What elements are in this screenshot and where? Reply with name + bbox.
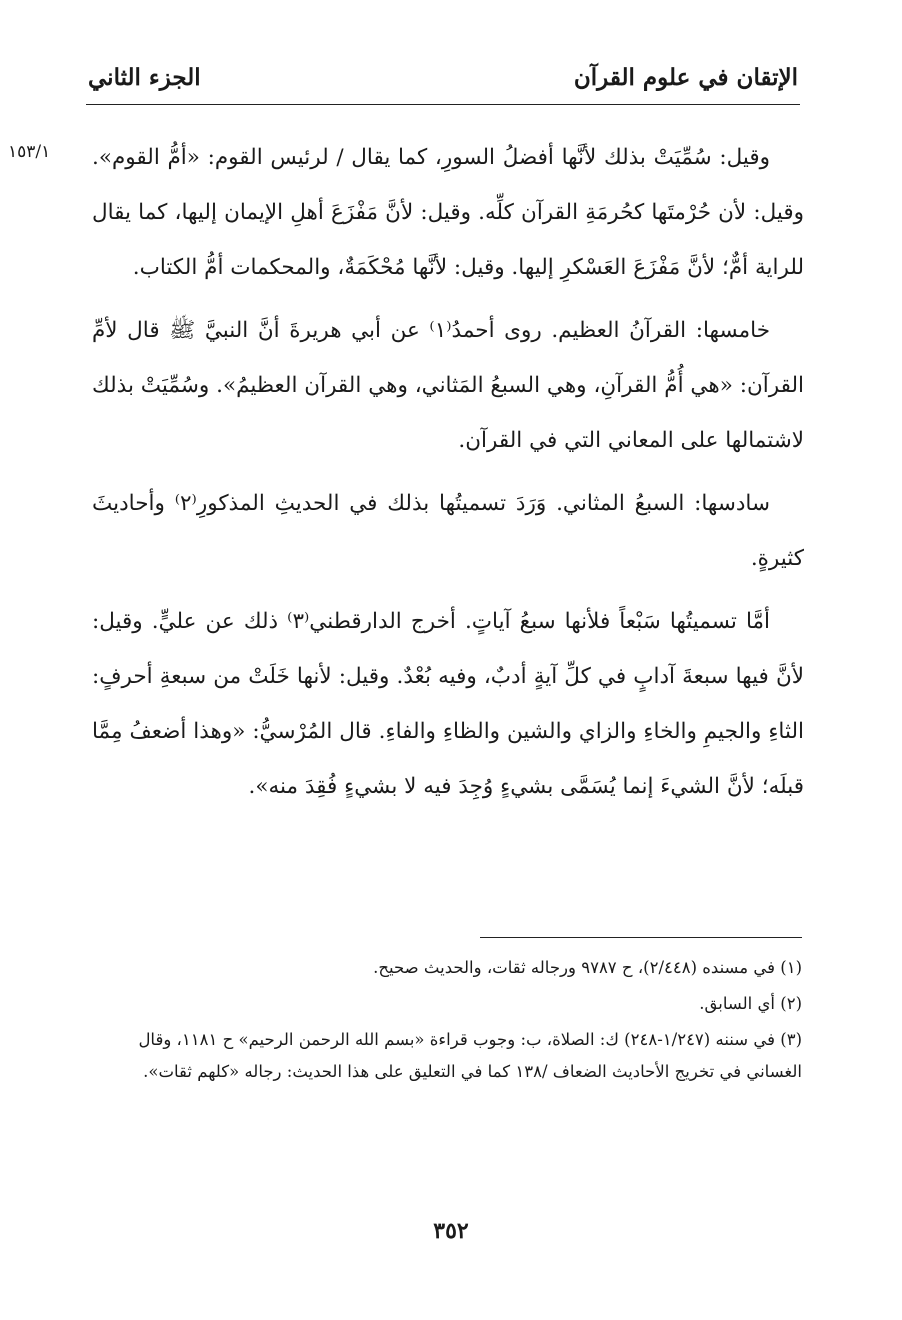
part-label: الجزء الثاني — [88, 64, 201, 91]
footnotes — [100, 952, 802, 1092]
paragraph-2-text: خامسها: القرآنُ العظيم. روى أحمدُ⁽١⁾ عن أبي هريرةَ أنَّ النبيَّ ﷺ قال لأمِّ القرآن: «هي أُمُّ القرآنِ، وهي السبعُ المَثاني، وهي القرآن العظيمُ». وسُمِّيَتْ بذلك لاشتمالها على المعاني التي في القرآن. — [92, 318, 804, 453]
paragraph-2 — [92, 303, 804, 468]
margin-reference: ١٥٣/١ — [8, 142, 51, 162]
page-number: ٣٥٢ — [433, 1218, 469, 1244]
footnote-divider — [480, 937, 802, 938]
book-title: الإتقان في علوم القرآن — [573, 64, 798, 91]
footnote-1: (١) في مسنده (٢/٤٤٨)، ح ٩٧٨٧ ورجاله ثقات، والحديث صحيح. — [373, 958, 802, 977]
paragraph-3-text: سادسها: السبعُ المثاني. وَرَدَ تسميتُها بذلك في الحديثِ المذكورِ⁽٢⁾ وأحاديثَ كثيرةٍ. — [92, 491, 804, 571]
paragraph-4 — [92, 594, 804, 814]
header-divider — [86, 104, 800, 105]
main-text — [92, 130, 804, 822]
footnote-3: (٣) في سننه (١/٢٤٧-٢٤٨) ك: الصلاة، ب: وجوب قراءة «بسم الله الرحمن الرحيم» ح ١١٨١، وقال الغساني في تخريج الأحاديث الضعاف /١٣٨ كما في التعليق على هذا الحديث: رجاله «كلهم ثقات». — [138, 1030, 802, 1081]
paragraph-1-text: وقيل: سُمِّيَتْ بذلك لأنَّها أفضلُ السورِ، كما يقال / لرئيس القوم: «أمُّ القوم». وقيل: لأن حُرْمتَها كحُرمَةِ القرآن كلِّه. وقيل: لأنَّ مَفْزَعَ أهلِ الإيمان إليها، كما يقال للراية أمٌّ؛ لأنَّ مَفْزَعَ العَسْكرِ إليها. وقيل: لأنَّها مُحْكَمَةٌ، والمحكمات أمُّ الكتاب. — [92, 145, 804, 280]
running-header — [88, 58, 798, 102]
paragraph-4-text: أمَّا تسميتُها سَبْعاً فلأنها سبعُ آياتٍ. أخرج الدارقطني⁽٣⁾ ذلك عن عليٍّ. وقيل: لأنَّ فيها سبعةَ آدابٍ في كلِّ آيةٍ أدبٌ، وفيه بُعْدٌ. وقيل: لأنها خَلَتْ من سبعةِ أحرفٍ: الثاءِ والجيمِ والخاءِ والزاي والشين والظاءِ والفاءِ. قال المُرْسيُّ: «وهذا أضعفُ مِمَّا قبلَه؛ لأنَّ الشيءَ إنما يُسَمَّى بشيءٍ وُجِدَ فيه لا بشيءٍ فُقِدَ منه». — [92, 609, 804, 799]
footnote-2: (٢) أي السابق. — [699, 994, 802, 1013]
paragraph-1 — [92, 130, 804, 295]
paragraph-3 — [92, 476, 804, 586]
